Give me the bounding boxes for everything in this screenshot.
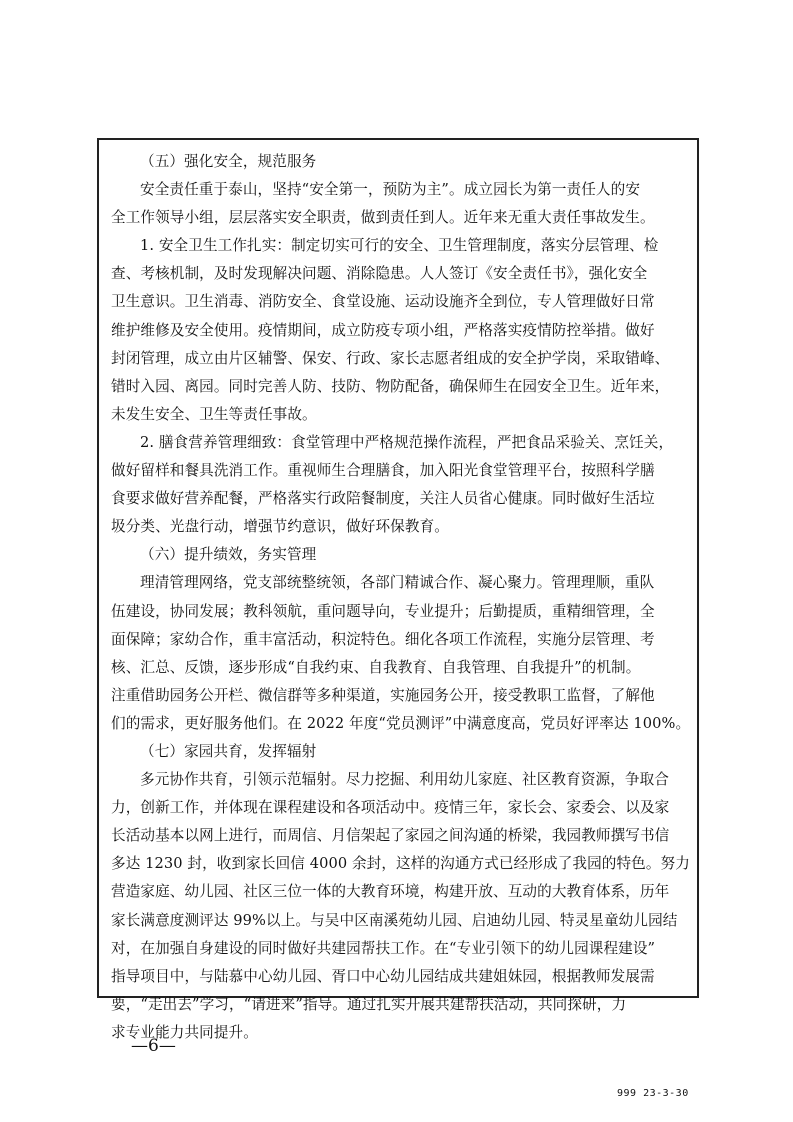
text-line: 理清管理网络，党支部统整统领，各部门精诚合作、凝心聚力。管理理顺，重队: [140, 574, 655, 592]
text-line: 面保障；家幼合作，重丰富活动，积淀特色。细化各项工作流程，实施分层管理、考: [111, 630, 655, 648]
text-line: 封闭管理，成立由片区辅警、保安、行政、家长志愿者组成的安全护学岗，采取错峰、: [111, 349, 670, 367]
page-number: —6—: [131, 1036, 176, 1056]
text-line: 多元协作共育，引领示范辐射。尽力挖掘、利用幼儿家庭、社区教育资源，争取合: [140, 771, 669, 789]
text-line: 注重借助园务公开栏、微信群等多种渠道，实施园务公开，接受教职工监督，了解他: [111, 686, 655, 704]
text-line: 力，创新工作，并体现在课程建设和各项活动中。疫情三年，家长会、家委会、以及家: [111, 799, 670, 817]
text-line: （六）提升绩效，务实管理: [140, 546, 317, 564]
text-line: 们的需求，更好服务他们。在 2022 年度“党员测评”中满意度高，党员好评率达 100%。: [111, 714, 691, 732]
text-line: 家长满意度测评达 99%以上。与吴中区南溪苑幼儿园、启迪幼儿园、特灵星童幼儿园结: [111, 911, 678, 929]
text-line: 对，在加强自身建设的同时做好共建园帮扶工作。在“专业引领下的幼儿园课程建设”: [111, 939, 656, 957]
text-line: 查、考核机制，及时发现解决问题、消除隐患。人人签订《安全责任书》，强化安全: [111, 265, 648, 283]
text-line: 做好留样和餐具洗消工作。重视师生合理膳食，加入阳光食堂管理平台，按照科学膳: [111, 462, 655, 480]
text-line: 2. 膳食营养管理细致：食堂管理中严格规范操作流程，严把食品采验关、烹饪关，: [140, 433, 674, 451]
text-line: 多达 1230 封，收到家长回信 4000 余封，这样的沟通方式已经形成了我园的特色。努力: [111, 855, 690, 873]
text-line: 安全责任重于泰山，坚持“安全第一，预防为主”。成立园长为第一责任人的安: [140, 181, 641, 199]
text-line: 长活动基本以网上进行，而周信、月信架起了家园之间沟通的桥梁，我园教师撰写书信: [111, 827, 670, 845]
print-stamp: 999 23-3-30: [617, 1088, 689, 1099]
text-line: 卫生意识。卫生消毒、消防安全、食堂设施、运动设施齐全到位，专人管理做好日常: [111, 293, 655, 311]
text-line: 全工作领导小组，层层落实安全职责，做到责任到人。近年来无重大责任事故发生。: [111, 209, 655, 227]
text-line: 食要求做好营养配餐，严格落实行政陪餐制度，关注人员省心健康。同时做好生活垃: [111, 490, 655, 508]
text-line: 营造家庭、幼儿园、社区三位一体的大教育环境，构建开放、互动的大教育体系，历年: [111, 883, 670, 901]
text-line: 错时入园、离园。同时完善人防、技防、物防配备，确保师生在园安全卫生。近年来，: [111, 377, 670, 395]
text-line: 维护维修及安全使用。疫情期间，成立防疫专项小组，严格落实疫情防控举措。做好: [111, 321, 655, 339]
text-line: 核、汇总、反馈，逐步形成“自我约束、自我教育、自我管理、自我提升”的机制。: [111, 658, 641, 676]
text-line: 要，“走出去”学习，“请进来”指导。通过扎实开展共建帮扶活动，共同探研，力: [111, 995, 627, 1013]
text-line: （七）家园共育，发挥辐射: [140, 742, 317, 760]
content-box: [97, 138, 699, 1041]
text-line: 伍建设，协同发展；教科领航，重问题导向，专业提升；后勤提质，重精细管理，全: [111, 602, 655, 620]
text-line: 圾分类、光盘行动，增强节约意识，做好环保教育。: [111, 518, 449, 536]
text-line: 未发生安全、卫生等责任事故。: [111, 405, 317, 423]
text-line: 求专业能力共同提升。: [111, 1023, 258, 1041]
text-line: 1. 安全卫生工作扎实：制定切实可行的安全、卫生管理制度，落实分层管理、检: [140, 237, 659, 255]
text-line: （五）强化安全，规范服务: [140, 153, 317, 170]
text-line: 指导项目中，与陆慕中心幼儿园、胥口中心幼儿园结成共建姐妹园，根据教师发展需: [111, 967, 655, 985]
